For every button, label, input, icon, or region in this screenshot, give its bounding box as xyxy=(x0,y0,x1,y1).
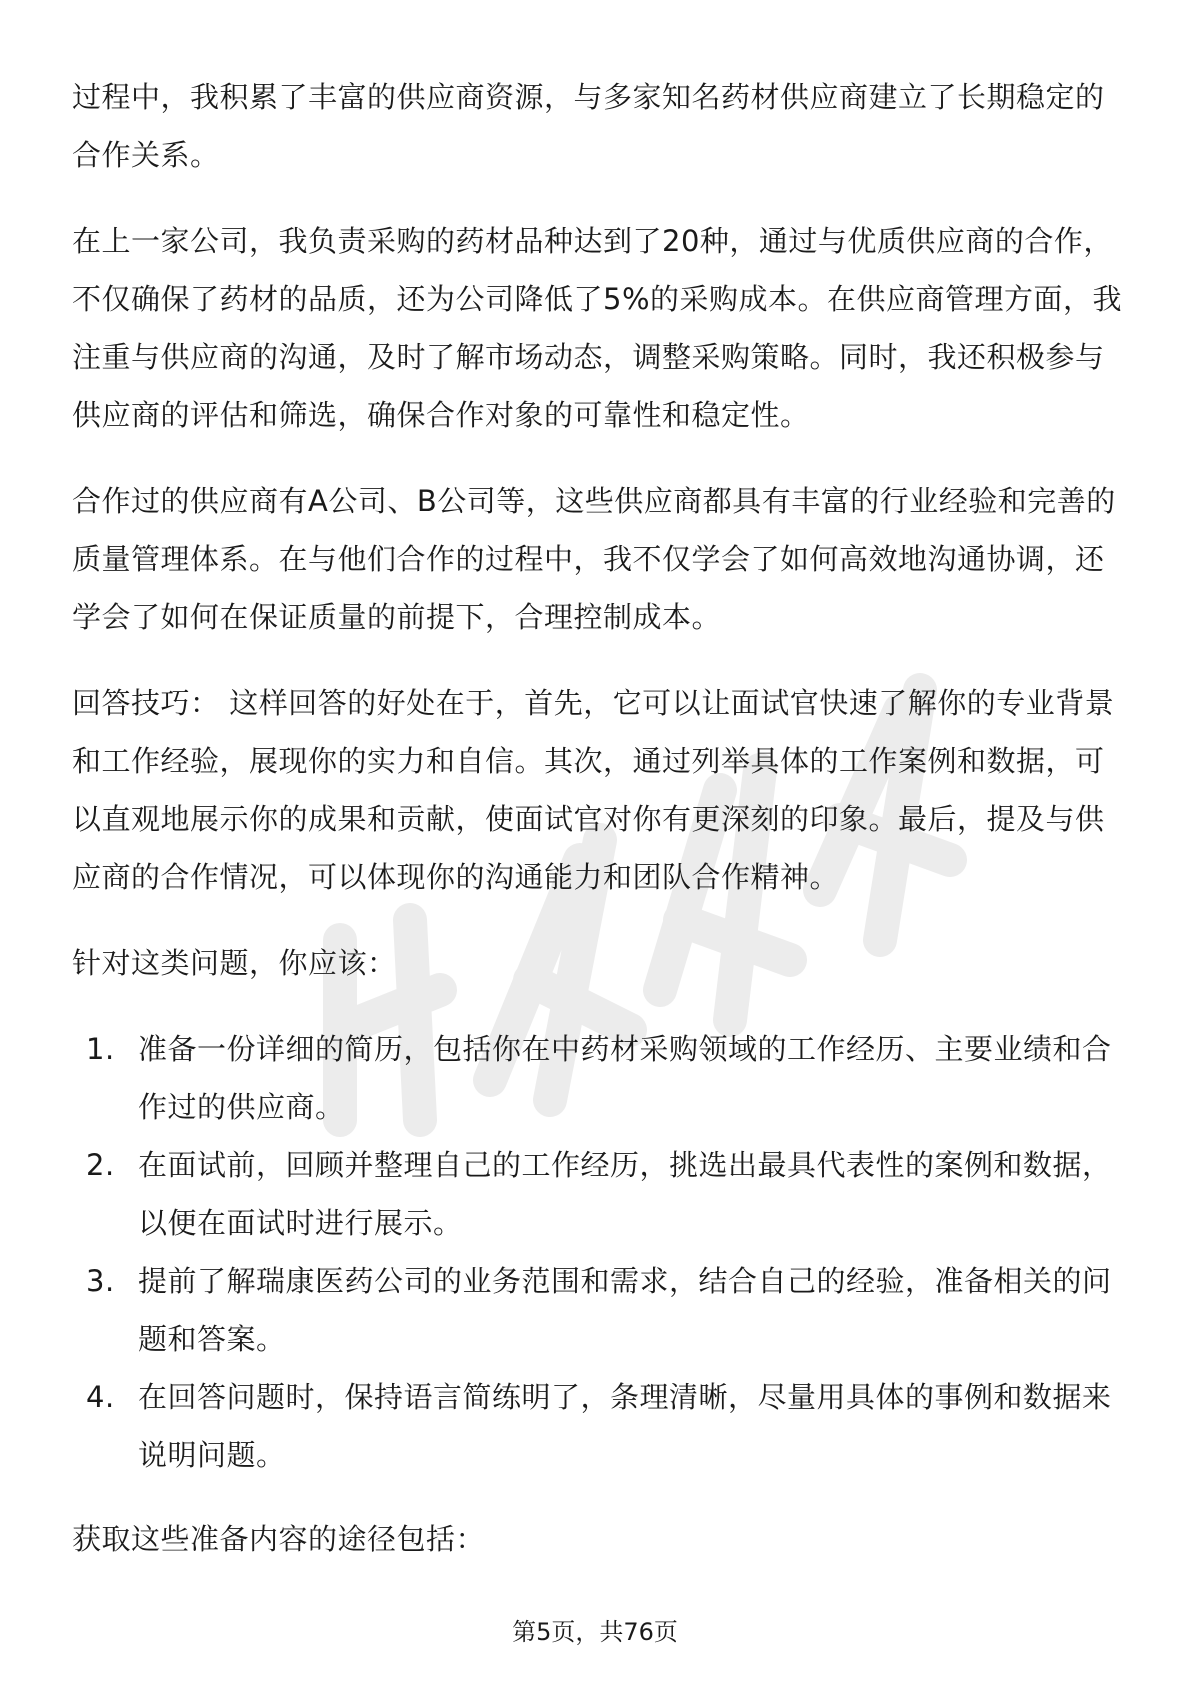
paragraph-advice-heading: 针对这类问题，你应该： xyxy=(72,946,397,980)
list-item-text: 提前了解瑞康医药公司的业务范围和需求，结合自己的经验，准备相关的问题和答案。 xyxy=(138,1264,1112,1356)
paragraph-closing: 获取这些准备内容的途径包括： xyxy=(72,1522,486,1556)
list-item xyxy=(72,1368,1128,1484)
paragraph-answer-tips: 回答技巧： 这样回答的好处在于，首先，它可以让面试官快速了解你的专业背景和工作经验，展现你的实力和自信。其次，通过列举具体的工作案例和数据，可以直观地展示你的成果和贡献，使面试官对你有更深刻的印象。最后，提及与供应商的合作情况，可以体现你的沟通能力和团队合作精神。 xyxy=(72,686,1115,894)
list-item-text: 在回答问题时，保持语言简练明了，条理清晰，尽量用具体的事例和数据来说明问题。 xyxy=(138,1380,1112,1472)
list-item-text: 准备一份详细的简历，包括你在中药材采购领域的工作经历、主要业绩和合作过的供应商。 xyxy=(138,1032,1112,1124)
list-item-number: 4. xyxy=(86,1380,115,1414)
list-item-number: 1. xyxy=(86,1032,115,1066)
document-body xyxy=(72,68,1128,1596)
page-number-footer: 第5页，共76页 xyxy=(512,1618,678,1646)
list-item xyxy=(72,1136,1128,1252)
advice-list xyxy=(72,1020,1128,1484)
paragraph-experience-intro: 过程中，我积累了丰富的供应商资源，与多家知名药材供应商建立了长期稳定的合作关系。 xyxy=(72,80,1105,172)
paragraph-previous-company: 在上一家公司，我负责采购的药材品种达到了20种，通过与优质供应商的合作，不仅确保了药材的品质，还为公司降低了5%的采购成本。在供应商管理方面，我注重与供应商的沟通，及时了解市场动态，调整采购策略。同时，我还积极参与供应商的评估和筛选，确保合作对象的可靠性和稳定性。 xyxy=(72,224,1123,432)
list-item-number: 3. xyxy=(86,1264,115,1298)
list-item-number: 2. xyxy=(86,1148,115,1182)
list-item xyxy=(72,1252,1128,1368)
list-item xyxy=(72,1020,1128,1136)
paragraph-suppliers: 合作过的供应商有A公司、B公司等，这些供应商都具有丰富的行业经验和完善的质量管理体系。在与他们合作的过程中，我不仅学会了如何高效地沟通协调，还学会了如何在保证质量的前提下，合理控制成本。 xyxy=(72,484,1116,634)
list-item-text: 在面试前，回顾并整理自己的工作经历，挑选出最具代表性的案例和数据，以便在面试时进行展示。 xyxy=(138,1148,1112,1240)
